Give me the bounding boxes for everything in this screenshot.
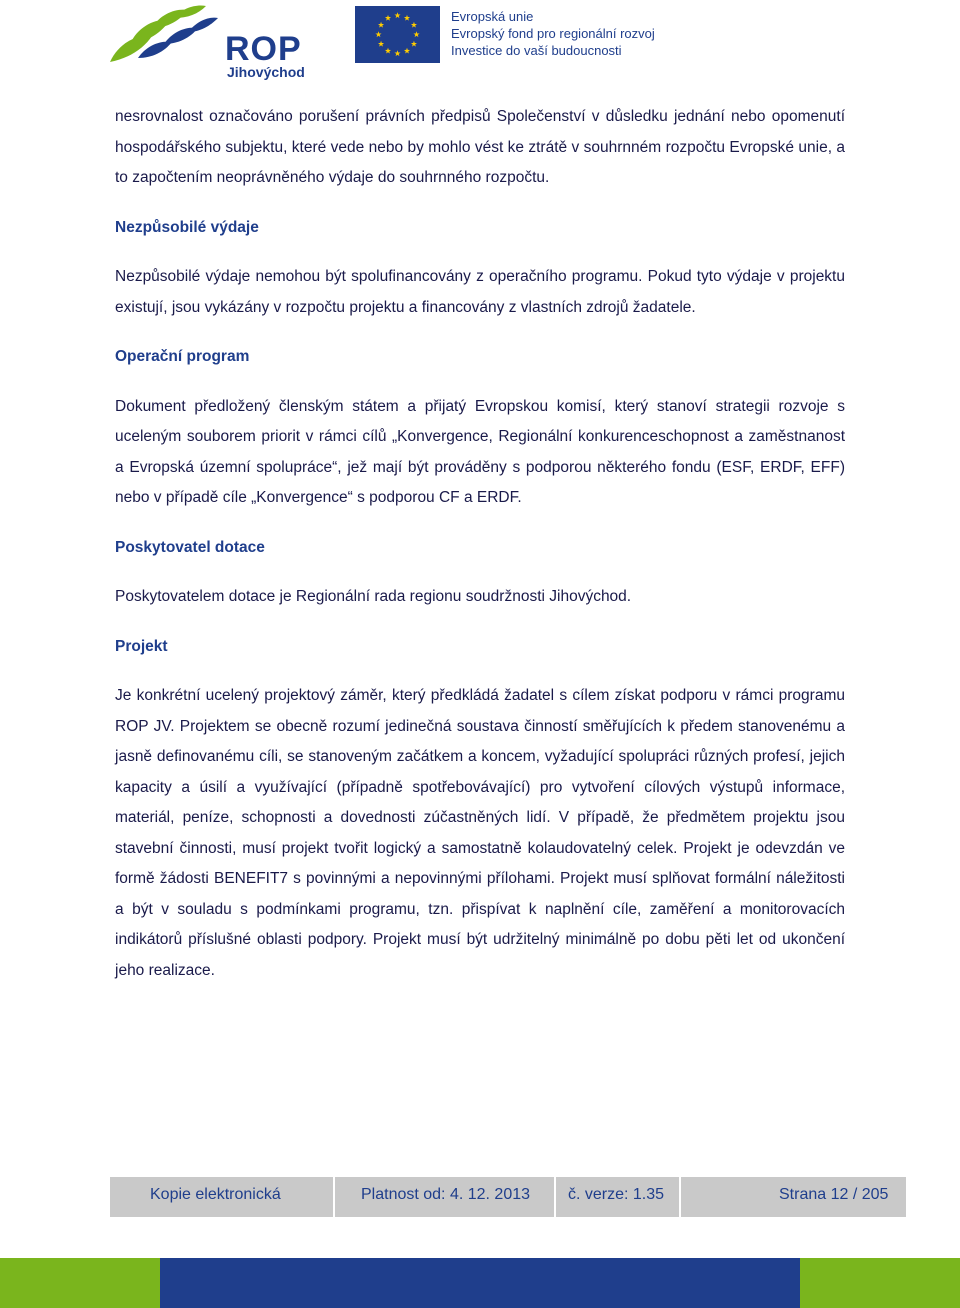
eu-line-2: Evropský fond pro regionální rozvoj xyxy=(451,26,655,41)
footer-divider xyxy=(333,1177,335,1217)
heading-poskytovatel-dotace: Poskytovatel dotace xyxy=(115,538,265,556)
bottom-band-green-right xyxy=(800,1258,960,1308)
eu-line-1: Evropská unie xyxy=(451,9,534,24)
footer-version: č. verze: 1.35 xyxy=(568,1186,665,1203)
heading-projekt: Projekt xyxy=(115,637,168,655)
heading-nezpusobile-vydaje: Nezpůsobilé výdaje xyxy=(115,218,259,236)
footer-page-number: Strana 12 / 205 xyxy=(779,1186,889,1203)
footer-divider xyxy=(679,1177,681,1217)
paragraph-nezpusobile-vydaje: Nezpůsobilé výdaje nemohou být spolufinancovány z operačního programu. Pokud tyto výdaje v projektu existují, jsou vykázány v rozpočtu projektu a financovány z vlastních zdrojů žadatele. xyxy=(115,268,845,316)
eu-flag-icon xyxy=(355,6,440,63)
rop-logo-title: ROP xyxy=(225,30,302,68)
eu-line-3: Investice do vaší budoucnosti xyxy=(451,43,622,58)
paragraph-poskytovatel-dotace: Poskytovatelem dotace je Regionální rada regionu soudržnosti Jihovýchod. xyxy=(115,588,632,605)
document-body xyxy=(115,102,845,986)
paragraph-operacni-program: Dokument předložený členským státem a přijatý Evropskou komisí, který stanoví strategii rozvoje s uceleným souborem priorit v rámci cílů „Konvergence, Regionální konkurenceschopnost a zaměstnanost a Evropská územní spolupráce“, jež mají být prováděny s podporou některého fondu (ESF, ERDF, EFF) nebo v případě cíle „Konvergence“ s podporou CF a ERDF. xyxy=(115,397,845,506)
bottom-band-blue xyxy=(160,1258,800,1308)
footer-divider xyxy=(554,1177,556,1217)
bottom-band-green-left xyxy=(0,1258,160,1308)
paragraph-projekt: Je konkrétní ucelený projektový záměr, který předkládá žadatel s cílem získat podporu v rámci programu ROP JV. Projektem se obecně rozumí jedinečná soustava činností směřujících k předem stanovenému a jasně definovanému cíli, se stanoveným začátkem a koncem, vyžadující spolupráci různých profesí, jejich kapacity a úsilí a využívající (případně spotřebovávající) pro vytvoření cílových výstupů informace, materiál, peníze, schopnosti a dovednosti zúčastněných lidí. V případě, že předmětem projektu jsou stavební činnosti, musí projekt tvořit logický a samostatně kolaudovatelný celek. Projekt je odevzdán ve formě žádosti BENEFIT7 s povinnými a nepovinnými přílohami. Projekt musí splňovat formální náležitosti a být v souladu s podmínkami programu, tzn. přispívat k naplnění cíle, zaměření a monitorovacích indikátorů příslušné oblasti podpory. Projekt musí být udržitelný minimálně po dobu pěti let od ukončení jeho realizace. xyxy=(115,687,845,979)
footer-validity: Platnost od: 4. 12. 2013 xyxy=(361,1186,531,1203)
page-footer xyxy=(110,1177,906,1217)
paragraph-nesrovnalost: nesrovnalost označováno porušení právních předpisů Společenství v důsledku jednání nebo opomenutí hospodářského subjektu, které vede nebo by mohlo vést ke ztrátě v souhrnném rozpočtu Evropské unie, a to započtením neoprávněného výdaje do souhrnného rozpočtu. xyxy=(115,108,845,186)
rop-logo-subtitle: Jihovýchod xyxy=(227,64,305,80)
heading-operacni-program: Operační program xyxy=(115,348,250,365)
footer-copy-type: Kopie elektronická xyxy=(150,1186,281,1203)
